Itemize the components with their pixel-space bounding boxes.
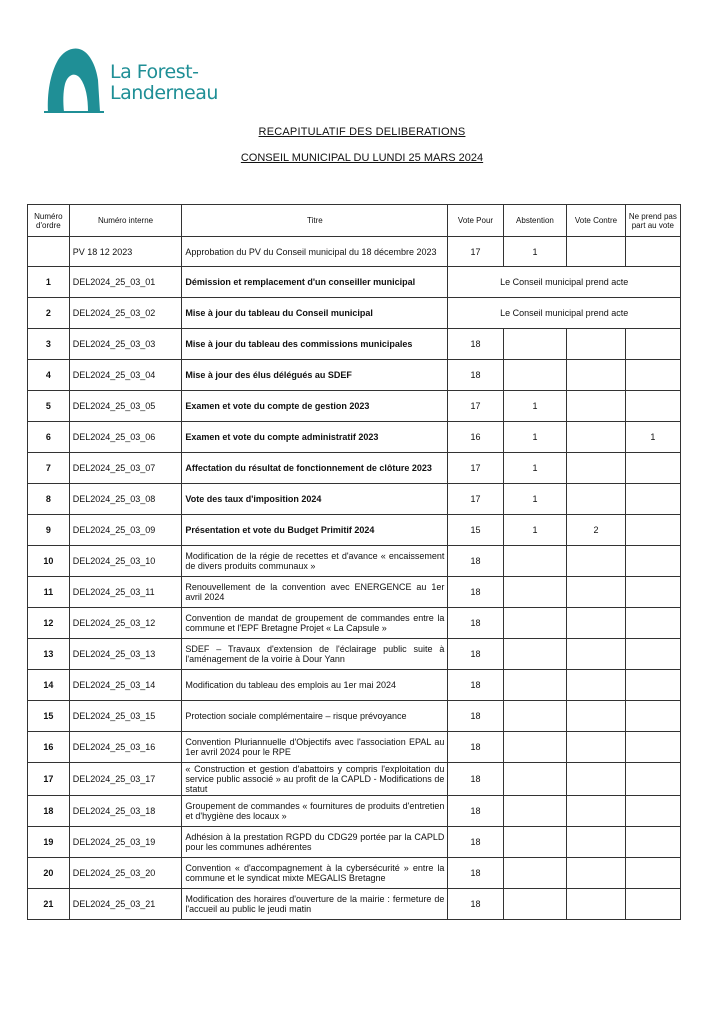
row-vote-pour: 18	[448, 889, 503, 920]
row-vote-contre	[567, 827, 625, 858]
row-vote-contre	[567, 889, 625, 920]
row-ne-prend-pas-part	[625, 329, 680, 360]
row-ne-prend-pas-part	[625, 639, 680, 670]
table-body	[28, 237, 681, 920]
row-title: Examen et vote du compte de gestion 2023	[182, 391, 448, 422]
row-abstention	[503, 360, 567, 391]
row-vote-contre	[567, 858, 625, 889]
row-number: 21	[28, 889, 70, 920]
row-number: 9	[28, 515, 70, 546]
row-vote-contre	[567, 639, 625, 670]
row-title: Vote des taux d'imposition 2024	[182, 484, 448, 515]
row-vote-pour: 18	[448, 670, 503, 701]
row-ne-prend-pas-part	[625, 858, 680, 889]
row-internal-number: DEL2024_25_03_01	[69, 267, 182, 298]
row-internal-number: DEL2024_25_03_06	[69, 422, 182, 453]
table-row	[28, 577, 681, 608]
row-ne-prend-pas-part	[625, 827, 680, 858]
row-ne-prend-pas-part	[625, 484, 680, 515]
row-vote-pour: 18	[448, 858, 503, 889]
row-abstention	[503, 329, 567, 360]
row-vote-contre	[567, 732, 625, 763]
row-title: Modification du tableau des emplois au 1er mai 2024	[182, 670, 448, 701]
row-abstention	[503, 577, 567, 608]
row-number: 16	[28, 732, 70, 763]
row-internal-number: DEL2024_25_03_09	[69, 515, 182, 546]
row-ne-prend-pas-part	[625, 453, 680, 484]
row-number: 15	[28, 701, 70, 732]
table-row	[28, 453, 681, 484]
row-internal-number: DEL2024_25_03_15	[69, 701, 182, 732]
row-title: Approbation du PV du Conseil municipal du 18 décembre 2023	[182, 237, 448, 267]
row-internal-number: DEL2024_25_03_21	[69, 889, 182, 920]
table-row	[28, 732, 681, 763]
row-vote-pour: 18	[448, 763, 503, 796]
row-internal-number: DEL2024_25_03_02	[69, 298, 182, 329]
row-ne-prend-pas-part	[625, 237, 680, 267]
commune-logo	[44, 44, 218, 114]
row-title: Convention « d'accompagnement à la cybersécurité » entre la commune et le syndicat mixte MEGALIS Bretagne	[182, 858, 448, 889]
row-vote-pour: 18	[448, 608, 503, 639]
row-internal-number: DEL2024_25_03_05	[69, 391, 182, 422]
row-ne-prend-pas-part	[625, 391, 680, 422]
row-title: Modification des horaires d'ouverture de la mairie : fermeture de l'accueil au public le jeudi matin	[182, 889, 448, 920]
row-number: 3	[28, 329, 70, 360]
row-number: 12	[28, 608, 70, 639]
row-number: 13	[28, 639, 70, 670]
row-abstention	[503, 763, 567, 796]
row-title: Démission et remplacement d'un conseiller municipal	[182, 267, 448, 298]
row-internal-number: DEL2024_25_03_03	[69, 329, 182, 360]
row-abstention	[503, 827, 567, 858]
row-abstention	[503, 546, 567, 577]
row-number: 1	[28, 267, 70, 298]
row-abstention	[503, 796, 567, 827]
row-internal-number: DEL2024_25_03_08	[69, 484, 182, 515]
row-vote-contre	[567, 422, 625, 453]
row-vote-pour: 18	[448, 577, 503, 608]
row-title: Examen et vote du compte administratif 2023	[182, 422, 448, 453]
header-abstention: Abstention	[503, 205, 567, 237]
row-number: 10	[28, 546, 70, 577]
row-vote-pour: 18	[448, 701, 503, 732]
row-abstention: 1	[503, 484, 567, 515]
table-row	[28, 422, 681, 453]
row-title: Modification de la régie de recettes et d'avance « encaissement de divers produits communaux »	[182, 546, 448, 577]
row-abstention: 1	[503, 515, 567, 546]
table-row	[28, 670, 681, 701]
table-row	[28, 391, 681, 422]
document-subtitle: CONSEIL MUNICIPAL DU LUNDI 25 MARS 2024	[240, 152, 484, 164]
header-numero: Numéro d'ordre	[28, 205, 70, 237]
row-number: 20	[28, 858, 70, 889]
table-row	[28, 237, 681, 267]
row-internal-number: DEL2024_25_03_11	[69, 577, 182, 608]
row-vote-pour: 17	[448, 237, 503, 267]
row-ne-prend-pas-part: 1	[625, 422, 680, 453]
table-row	[28, 763, 681, 796]
row-vote-contre	[567, 484, 625, 515]
row-number	[28, 237, 70, 267]
row-vote-pour: 18	[448, 329, 503, 360]
row-internal-number: DEL2024_25_03_20	[69, 858, 182, 889]
table-row	[28, 796, 681, 827]
row-number: 18	[28, 796, 70, 827]
arch-logo-icon	[44, 44, 104, 114]
header-contre: Vote Contre	[567, 205, 625, 237]
row-number: 11	[28, 577, 70, 608]
row-number: 17	[28, 763, 70, 796]
row-abstention	[503, 670, 567, 701]
row-title: Affectation du résultat de fonctionnement de clôture 2023	[182, 453, 448, 484]
row-number: 8	[28, 484, 70, 515]
row-ne-prend-pas-part	[625, 732, 680, 763]
table-row	[28, 360, 681, 391]
row-vote-contre: 2	[567, 515, 625, 546]
row-prend-acte: Le Conseil municipal prend acte	[448, 267, 681, 298]
row-vote-pour: 18	[448, 827, 503, 858]
row-vote-contre	[567, 701, 625, 732]
row-vote-contre	[567, 796, 625, 827]
row-internal-number: DEL2024_25_03_13	[69, 639, 182, 670]
row-ne-prend-pas-part	[625, 608, 680, 639]
row-abstention	[503, 608, 567, 639]
row-number: 6	[28, 422, 70, 453]
row-internal-number: DEL2024_25_03_07	[69, 453, 182, 484]
row-title: Protection sociale complémentaire – risque prévoyance	[182, 701, 448, 732]
table-row	[28, 515, 681, 546]
row-vote-pour: 18	[448, 796, 503, 827]
table-row	[28, 701, 681, 732]
table-row	[28, 858, 681, 889]
row-ne-prend-pas-part	[625, 889, 680, 920]
row-title: Groupement de commandes « fournitures de produits d'entretien et d'hygiène des locaux »	[182, 796, 448, 827]
row-internal-number: DEL2024_25_03_16	[69, 732, 182, 763]
row-vote-pour: 18	[448, 360, 503, 391]
row-number: 5	[28, 391, 70, 422]
table-row	[28, 889, 681, 920]
row-title: Adhésion à la prestation RGPD du CDG29 portée par la CAPLD pour les communes adhérentes	[182, 827, 448, 858]
row-vote-contre	[567, 546, 625, 577]
row-internal-number: DEL2024_25_03_04	[69, 360, 182, 391]
row-abstention	[503, 639, 567, 670]
table-row	[28, 546, 681, 577]
header-row	[28, 205, 681, 237]
header-interne: Numéro interne	[69, 205, 182, 237]
row-vote-pour: 17	[448, 484, 503, 515]
row-vote-pour: 18	[448, 639, 503, 670]
table-row	[28, 298, 681, 329]
row-internal-number: DEL2024_25_03_17	[69, 763, 182, 796]
row-internal-number: DEL2024_25_03_10	[69, 546, 182, 577]
row-number: 14	[28, 670, 70, 701]
row-ne-prend-pas-part	[625, 763, 680, 796]
row-number: 4	[28, 360, 70, 391]
row-number: 2	[28, 298, 70, 329]
row-number: 7	[28, 453, 70, 484]
row-internal-number: DEL2024_25_03_12	[69, 608, 182, 639]
row-vote-pour: 16	[448, 422, 503, 453]
row-title: Mise à jour du tableau des commissions municipales	[182, 329, 448, 360]
row-abstention	[503, 701, 567, 732]
row-vote-contre	[567, 391, 625, 422]
row-vote-contre	[567, 608, 625, 639]
row-title: Renouvellement de la convention avec ENERGENCE au 1er avril 2024	[182, 577, 448, 608]
table-row	[28, 827, 681, 858]
row-ne-prend-pas-part	[625, 701, 680, 732]
row-ne-prend-pas-part	[625, 577, 680, 608]
row-title: Convention de mandat de groupement de commandes entre la commune et l'EPF Bretagne Projet « La Capsule »	[182, 608, 448, 639]
logo-text-line1: La Forest-	[110, 61, 199, 83]
row-number: 19	[28, 827, 70, 858]
table-row	[28, 329, 681, 360]
row-title: Mise à jour des élus délégués au SDEF	[182, 360, 448, 391]
row-prend-acte: Le Conseil municipal prend acte	[448, 298, 681, 329]
header-pour: Vote Pour	[448, 205, 503, 237]
logo-text-line2: Landerneau	[110, 82, 218, 104]
row-title: « Construction et gestion d'abattoirs y compris l'exploitation du service public associé » au profit de la CAPLD - Modifications de statut	[182, 763, 448, 796]
row-title: Convention Pluriannuelle d'Objectifs avec l'association EPAL au 1er avril 2024 pour le RPE	[182, 732, 448, 763]
row-vote-contre	[567, 329, 625, 360]
row-abstention: 1	[503, 422, 567, 453]
row-title: Mise à jour du tableau du Conseil municipal	[182, 298, 448, 329]
row-vote-pour: 17	[448, 391, 503, 422]
header-titre: Titre	[182, 205, 448, 237]
table-row	[28, 267, 681, 298]
header-nepas: Ne prend pas part au vote	[625, 205, 680, 237]
document-title: RECAPITULATIF DES DELIBERATIONS	[258, 126, 466, 138]
row-abstention: 1	[503, 391, 567, 422]
row-abstention: 1	[503, 453, 567, 484]
row-abstention	[503, 858, 567, 889]
table-row	[28, 484, 681, 515]
row-abstention	[503, 732, 567, 763]
row-vote-pour: 15	[448, 515, 503, 546]
row-ne-prend-pas-part	[625, 796, 680, 827]
row-vote-pour: 18	[448, 732, 503, 763]
row-vote-contre	[567, 453, 625, 484]
table-row	[28, 639, 681, 670]
row-internal-number: PV 18 12 2023	[69, 237, 182, 267]
row-vote-contre	[567, 577, 625, 608]
table-row	[28, 608, 681, 639]
row-ne-prend-pas-part	[625, 515, 680, 546]
row-vote-contre	[567, 237, 625, 267]
row-title: Présentation et vote du Budget Primitif 2024	[182, 515, 448, 546]
row-vote-contre	[567, 670, 625, 701]
row-abstention	[503, 889, 567, 920]
row-vote-pour: 17	[448, 453, 503, 484]
row-internal-number: DEL2024_25_03_14	[69, 670, 182, 701]
row-abstention: 1	[503, 237, 567, 267]
row-ne-prend-pas-part	[625, 670, 680, 701]
row-ne-prend-pas-part	[625, 360, 680, 391]
row-title: SDEF – Travaux d'extension de l'éclairage public suite à l'aménagement de la voirie à Dour Yann	[182, 639, 448, 670]
deliberations-table	[27, 204, 681, 920]
row-vote-contre	[567, 360, 625, 391]
row-internal-number: DEL2024_25_03_19	[69, 827, 182, 858]
row-vote-contre	[567, 763, 625, 796]
row-ne-prend-pas-part	[625, 546, 680, 577]
row-internal-number: DEL2024_25_03_18	[69, 796, 182, 827]
row-vote-pour: 18	[448, 546, 503, 577]
